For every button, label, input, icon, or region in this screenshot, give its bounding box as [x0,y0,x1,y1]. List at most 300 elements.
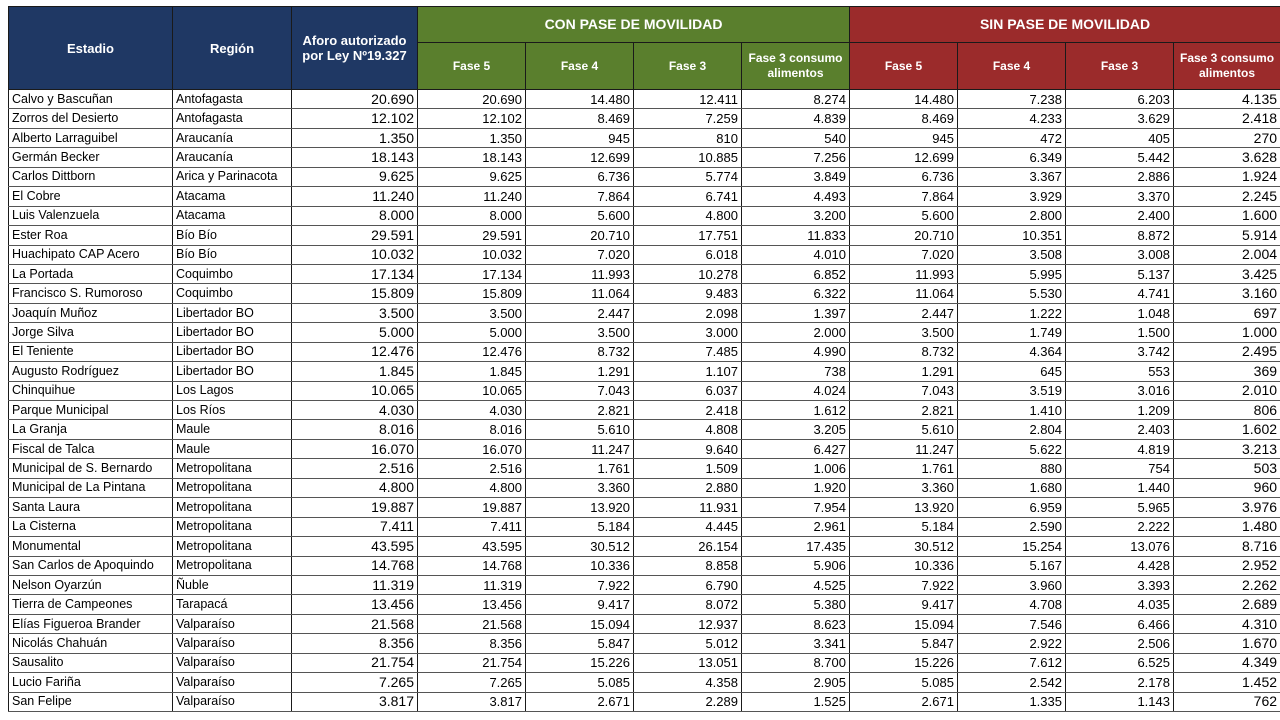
cell-sin-fase4: 7.546 [958,614,1066,633]
cell-sin-fase3: 4.819 [1066,439,1174,458]
cell-sin-fase3-consumo: 3.425 [1174,264,1280,283]
table-row [9,537,1280,556]
cell-con-fase3: 5.774 [634,167,742,186]
cell-con-fase3-consumo: 6.322 [742,284,850,303]
cell-sin-fase5: 5.610 [850,420,958,439]
cell-con-fase3: 8.858 [634,556,742,575]
cell-aforo: 8.356 [292,634,418,653]
cell-region: Metropolitana [173,517,292,536]
table-row [9,187,1280,206]
cell-sin-fase3: 6.203 [1066,90,1174,109]
cell-sin-fase3: 2.222 [1066,517,1174,536]
cell-estadio: El Cobre [9,187,173,206]
cell-con-fase3-consumo: 3.341 [742,634,850,653]
cell-con-fase4: 20.710 [526,226,634,245]
cell-con-fase5: 8.356 [418,634,526,653]
header-sin-fase3-consumo: Fase 3 consumo alimentos [1174,43,1280,90]
table-row [9,245,1280,264]
header-estadio: Estadio [9,7,173,90]
cell-aforo: 7.265 [292,673,418,692]
stadium-capacity-table-wrapper [8,6,1278,712]
cell-con-fase3-consumo: 7.954 [742,498,850,517]
cell-sin-fase3-consumo: 2.418 [1174,109,1280,128]
cell-estadio: La Granja [9,420,173,439]
cell-sin-fase4: 6.959 [958,498,1066,517]
cell-con-fase4: 6.736 [526,167,634,186]
cell-sin-fase3: 8.872 [1066,226,1174,245]
cell-sin-fase3: 3.629 [1066,109,1174,128]
cell-region: Metropolitana [173,537,292,556]
cell-sin-fase3-consumo: 806 [1174,401,1280,420]
cell-estadio: Fiscal de Talca [9,439,173,458]
cell-sin-fase4: 2.542 [958,673,1066,692]
cell-con-fase3-consumo: 1.006 [742,459,850,478]
cell-region: Libertador BO [173,303,292,322]
cell-con-fase3: 12.937 [634,614,742,633]
cell-sin-fase4: 4.364 [958,342,1066,361]
cell-sin-fase5: 8.469 [850,109,958,128]
cell-aforo: 1.350 [292,128,418,147]
cell-aforo: 3.500 [292,303,418,322]
cell-con-fase3-consumo: 3.849 [742,167,850,186]
cell-region: Coquimbo [173,284,292,303]
cell-sin-fase3-consumo: 697 [1174,303,1280,322]
cell-con-fase3-consumo: 11.833 [742,226,850,245]
cell-con-fase4: 15.226 [526,653,634,672]
cell-sin-fase3: 1.143 [1066,692,1174,711]
cell-con-fase4: 7.864 [526,187,634,206]
header-con-fase3-consumo: Fase 3 consumo alimentos [742,43,850,90]
cell-con-fase5: 5.000 [418,323,526,342]
cell-sin-fase4: 2.804 [958,420,1066,439]
table-row [9,634,1280,653]
cell-con-fase5: 1.350 [418,128,526,147]
cell-region: Bío Bío [173,245,292,264]
table-row [9,459,1280,478]
cell-con-fase5: 20.690 [418,90,526,109]
cell-con-fase3-consumo: 7.256 [742,148,850,167]
cell-region: Araucanía [173,148,292,167]
cell-con-fase5: 8.000 [418,206,526,225]
cell-con-fase4: 7.922 [526,575,634,594]
cell-sin-fase4: 1.335 [958,692,1066,711]
cell-con-fase3: 3.000 [634,323,742,342]
cell-region: Arica y Parinacota [173,167,292,186]
cell-sin-fase4: 10.351 [958,226,1066,245]
cell-aforo: 29.591 [292,226,418,245]
cell-region: Libertador BO [173,362,292,381]
table-row [9,362,1280,381]
cell-sin-fase3: 4.035 [1066,595,1174,614]
cell-estadio: La Cisterna [9,517,173,536]
cell-con-fase3: 6.037 [634,381,742,400]
cell-sin-fase4: 2.800 [958,206,1066,225]
cell-con-fase4: 8.469 [526,109,634,128]
cell-aforo: 10.032 [292,245,418,264]
table-row [9,401,1280,420]
cell-con-fase3-consumo: 17.435 [742,537,850,556]
cell-con-fase3: 4.358 [634,673,742,692]
cell-con-fase3-consumo: 5.380 [742,595,850,614]
cell-region: Libertador BO [173,323,292,342]
cell-con-fase3-consumo: 8.700 [742,653,850,672]
cell-con-fase3-consumo: 540 [742,128,850,147]
cell-sin-fase5: 9.417 [850,595,958,614]
cell-con-fase3: 10.885 [634,148,742,167]
cell-estadio: Municipal de La Pintana [9,478,173,497]
cell-con-fase4: 5.600 [526,206,634,225]
cell-sin-fase3: 553 [1066,362,1174,381]
cell-aforo: 11.319 [292,575,418,594]
cell-con-fase3: 9.483 [634,284,742,303]
header-sin-fase3: Fase 3 [1066,43,1174,90]
cell-sin-fase3: 2.886 [1066,167,1174,186]
cell-con-fase3: 26.154 [634,537,742,556]
cell-sin-fase4: 3.519 [958,381,1066,400]
header-sin-fase5: Fase 5 [850,43,958,90]
cell-sin-fase3-consumo: 2.245 [1174,187,1280,206]
cell-con-fase5: 15.809 [418,284,526,303]
cell-sin-fase5: 1.291 [850,362,958,381]
cell-con-fase4: 13.920 [526,498,634,517]
cell-estadio: Santa Laura [9,498,173,517]
cell-region: Valparaíso [173,653,292,672]
cell-region: Araucanía [173,128,292,147]
cell-sin-fase3-consumo: 1.602 [1174,420,1280,439]
cell-sin-fase4: 2.590 [958,517,1066,536]
cell-con-fase3: 4.808 [634,420,742,439]
cell-con-fase3: 13.051 [634,653,742,672]
cell-con-fase4: 5.184 [526,517,634,536]
cell-sin-fase3-consumo: 4.349 [1174,653,1280,672]
cell-con-fase4: 1.761 [526,459,634,478]
table-row [9,303,1280,322]
cell-aforo: 21.568 [292,614,418,633]
cell-region: Metropolitana [173,556,292,575]
cell-con-fase3-consumo: 2.961 [742,517,850,536]
cell-con-fase3: 17.751 [634,226,742,245]
cell-sin-fase4: 1.222 [958,303,1066,322]
cell-con-fase3: 10.278 [634,264,742,283]
cell-sin-fase4: 7.612 [958,653,1066,672]
header-con-fase5: Fase 5 [418,43,526,90]
header-con-fase3: Fase 3 [634,43,742,90]
cell-con-fase3-consumo: 1.612 [742,401,850,420]
cell-sin-fase4: 1.410 [958,401,1066,420]
cell-aforo: 1.845 [292,362,418,381]
cell-con-fase4: 1.291 [526,362,634,381]
cell-con-fase5: 7.265 [418,673,526,692]
cell-con-fase3-consumo: 6.427 [742,439,850,458]
cell-sin-fase3-consumo: 1.600 [1174,206,1280,225]
cell-con-fase3: 12.411 [634,90,742,109]
cell-sin-fase5: 11.993 [850,264,958,283]
cell-con-fase4: 12.699 [526,148,634,167]
cell-con-fase5: 21.568 [418,614,526,633]
cell-sin-fase5: 3.360 [850,478,958,497]
cell-sin-fase5: 2.447 [850,303,958,322]
cell-con-fase3: 2.098 [634,303,742,322]
cell-estadio: Huachipato CAP Acero [9,245,173,264]
table-row [9,498,1280,517]
cell-sin-fase3: 5.965 [1066,498,1174,517]
cell-estadio: El Teniente [9,342,173,361]
cell-con-fase5: 18.143 [418,148,526,167]
cell-aforo: 15.809 [292,284,418,303]
cell-estadio: Joaquín Muñoz [9,303,173,322]
cell-con-fase5: 12.476 [418,342,526,361]
cell-con-fase3-consumo: 5.906 [742,556,850,575]
header-con-fase4: Fase 4 [526,43,634,90]
cell-sin-fase5: 3.500 [850,323,958,342]
cell-sin-fase4: 3.367 [958,167,1066,186]
cell-con-fase4: 3.500 [526,323,634,342]
cell-region: Maule [173,439,292,458]
cell-estadio: San Felipe [9,692,173,711]
cell-sin-fase3-consumo: 3.628 [1174,148,1280,167]
cell-sin-fase3-consumo: 8.716 [1174,537,1280,556]
cell-con-fase3-consumo: 4.990 [742,342,850,361]
cell-con-fase3: 1.107 [634,362,742,381]
cell-estadio: Calvo y Bascuñan [9,90,173,109]
cell-con-fase4: 10.336 [526,556,634,575]
cell-con-fase5: 43.595 [418,537,526,556]
cell-sin-fase3: 2.178 [1066,673,1174,692]
cell-sin-fase3: 6.525 [1066,653,1174,672]
cell-region: Valparaíso [173,673,292,692]
cell-sin-fase3-consumo: 369 [1174,362,1280,381]
cell-sin-fase3: 2.506 [1066,634,1174,653]
cell-sin-fase4: 472 [958,128,1066,147]
cell-region: Metropolitana [173,459,292,478]
cell-con-fase3-consumo: 4.024 [742,381,850,400]
cell-region: Maule [173,420,292,439]
cell-con-fase4: 5.085 [526,673,634,692]
cell-sin-fase3-consumo: 2.010 [1174,381,1280,400]
cell-con-fase3: 4.800 [634,206,742,225]
cell-aforo: 20.690 [292,90,418,109]
cell-con-fase4: 11.064 [526,284,634,303]
cell-sin-fase3-consumo: 3.213 [1174,439,1280,458]
cell-sin-fase5: 5.600 [850,206,958,225]
cell-estadio: Municipal de S. Bernardo [9,459,173,478]
cell-con-fase3: 6.018 [634,245,742,264]
cell-estadio: Monumental [9,537,173,556]
cell-sin-fase3-consumo: 2.952 [1174,556,1280,575]
cell-con-fase3-consumo: 1.525 [742,692,850,711]
cell-con-fase4: 14.480 [526,90,634,109]
cell-sin-fase5: 1.761 [850,459,958,478]
cell-sin-fase5: 7.043 [850,381,958,400]
cell-sin-fase4: 4.233 [958,109,1066,128]
cell-estadio: Jorge Silva [9,323,173,342]
cell-sin-fase3-consumo: 1.000 [1174,323,1280,342]
cell-estadio: Lucio Fariña [9,673,173,692]
cell-sin-fase4: 2.922 [958,634,1066,653]
cell-con-fase3-consumo: 2.905 [742,673,850,692]
cell-aforo: 10.065 [292,381,418,400]
cell-sin-fase5: 6.736 [850,167,958,186]
cell-region: Atacama [173,206,292,225]
cell-con-fase5: 16.070 [418,439,526,458]
cell-sin-fase5: 2.671 [850,692,958,711]
cell-region: Metropolitana [173,478,292,497]
cell-sin-fase5: 13.920 [850,498,958,517]
cell-sin-fase3-consumo: 2.004 [1174,245,1280,264]
table-row [9,517,1280,536]
cell-con-fase3: 2.418 [634,401,742,420]
cell-sin-fase5: 5.184 [850,517,958,536]
cell-region: Valparaíso [173,692,292,711]
cell-sin-fase4: 3.929 [958,187,1066,206]
cell-estadio: San Carlos de Apoquindo [9,556,173,575]
cell-sin-fase5: 20.710 [850,226,958,245]
cell-con-fase3: 7.485 [634,342,742,361]
cell-con-fase4: 945 [526,128,634,147]
cell-con-fase3: 4.445 [634,517,742,536]
cell-sin-fase3: 5.442 [1066,148,1174,167]
cell-con-fase3-consumo: 3.200 [742,206,850,225]
cell-sin-fase4: 5.167 [958,556,1066,575]
cell-sin-fase3: 754 [1066,459,1174,478]
cell-aforo: 13.456 [292,595,418,614]
cell-con-fase3-consumo: 6.852 [742,264,850,283]
table-row [9,148,1280,167]
cell-con-fase5: 19.887 [418,498,526,517]
cell-sin-fase4: 4.708 [958,595,1066,614]
cell-sin-fase3-consumo: 4.135 [1174,90,1280,109]
cell-sin-fase4: 5.995 [958,264,1066,283]
cell-sin-fase3-consumo: 3.976 [1174,498,1280,517]
cell-con-fase4: 3.360 [526,478,634,497]
cell-con-fase4: 7.020 [526,245,634,264]
cell-aforo: 11.240 [292,187,418,206]
cell-sin-fase5: 5.085 [850,673,958,692]
cell-con-fase3: 6.741 [634,187,742,206]
cell-sin-fase3: 13.076 [1066,537,1174,556]
table-row [9,692,1280,711]
table-row [9,575,1280,594]
cell-con-fase3: 9.640 [634,439,742,458]
cell-sin-fase3-consumo: 1.670 [1174,634,1280,653]
cell-con-fase5: 29.591 [418,226,526,245]
cell-sin-fase5: 7.922 [850,575,958,594]
table-row [9,323,1280,342]
cell-region: Coquimbo [173,264,292,283]
cell-sin-fase3-consumo: 960 [1174,478,1280,497]
cell-sin-fase3-consumo: 2.689 [1174,595,1280,614]
cell-con-fase5: 8.016 [418,420,526,439]
cell-con-fase4: 11.993 [526,264,634,283]
cell-region: Bío Bío [173,226,292,245]
table-row [9,381,1280,400]
cell-estadio: Ester Roa [9,226,173,245]
cell-sin-fase3-consumo: 4.310 [1174,614,1280,633]
cell-con-fase4: 8.732 [526,342,634,361]
cell-con-fase3-consumo: 4.525 [742,575,850,594]
table-row [9,284,1280,303]
cell-sin-fase3: 3.008 [1066,245,1174,264]
header-con-pase: CON PASE DE MOVILIDAD [418,7,850,43]
cell-aforo: 16.070 [292,439,418,458]
cell-aforo: 14.768 [292,556,418,575]
cell-con-fase4: 11.247 [526,439,634,458]
cell-aforo: 21.754 [292,653,418,672]
cell-sin-fase3-consumo: 270 [1174,128,1280,147]
cell-con-fase5: 3.817 [418,692,526,711]
cell-sin-fase3: 1.048 [1066,303,1174,322]
cell-con-fase5: 21.754 [418,653,526,672]
cell-con-fase5: 9.625 [418,167,526,186]
cell-con-fase3-consumo: 8.623 [742,614,850,633]
cell-aforo: 3.817 [292,692,418,711]
cell-con-fase3-consumo: 4.493 [742,187,850,206]
cell-sin-fase3-consumo: 2.262 [1174,575,1280,594]
cell-estadio: Tierra de Campeones [9,595,173,614]
cell-estadio: Elías Figueroa Brander [9,614,173,633]
cell-sin-fase3-consumo: 2.495 [1174,342,1280,361]
table-row [9,206,1280,225]
cell-estadio: Nicolás Chahuán [9,634,173,653]
cell-con-fase3-consumo: 1.397 [742,303,850,322]
cell-region: Los Lagos [173,381,292,400]
cell-sin-fase5: 7.020 [850,245,958,264]
cell-sin-fase3: 3.370 [1066,187,1174,206]
cell-sin-fase3: 2.403 [1066,420,1174,439]
cell-aforo: 17.134 [292,264,418,283]
cell-con-fase5: 1.845 [418,362,526,381]
cell-sin-fase3: 3.393 [1066,575,1174,594]
cell-sin-fase3: 6.466 [1066,614,1174,633]
cell-sin-fase3: 405 [1066,128,1174,147]
table-row [9,109,1280,128]
cell-con-fase3: 7.259 [634,109,742,128]
cell-sin-fase4: 5.622 [958,439,1066,458]
table-row [9,439,1280,458]
cell-sin-fase3-consumo: 762 [1174,692,1280,711]
cell-sin-fase5: 7.864 [850,187,958,206]
cell-region: Ñuble [173,575,292,594]
table-row [9,342,1280,361]
cell-region: Antofagasta [173,90,292,109]
cell-estadio: Germán Becker [9,148,173,167]
cell-con-fase3-consumo: 8.274 [742,90,850,109]
cell-aforo: 9.625 [292,167,418,186]
cell-sin-fase4: 880 [958,459,1066,478]
cell-sin-fase4: 15.254 [958,537,1066,556]
table-row [9,420,1280,439]
cell-con-fase4: 9.417 [526,595,634,614]
cell-sin-fase3-consumo: 5.914 [1174,226,1280,245]
cell-aforo: 18.143 [292,148,418,167]
cell-sin-fase3: 5.137 [1066,264,1174,283]
cell-estadio: Luis Valenzuela [9,206,173,225]
cell-aforo: 4.800 [292,478,418,497]
cell-con-fase5: 12.102 [418,109,526,128]
header-sin-pase: SIN PASE DE MOVILIDAD [850,7,1280,43]
cell-aforo: 2.516 [292,459,418,478]
cell-con-fase3: 2.289 [634,692,742,711]
cell-aforo: 12.476 [292,342,418,361]
table-row [9,614,1280,633]
cell-con-fase3-consumo: 3.205 [742,420,850,439]
table-row [9,90,1280,109]
cell-sin-fase5: 11.247 [850,439,958,458]
cell-con-fase3: 11.931 [634,498,742,517]
cell-sin-fase3: 1.500 [1066,323,1174,342]
cell-con-fase4: 2.447 [526,303,634,322]
cell-con-fase5: 10.065 [418,381,526,400]
